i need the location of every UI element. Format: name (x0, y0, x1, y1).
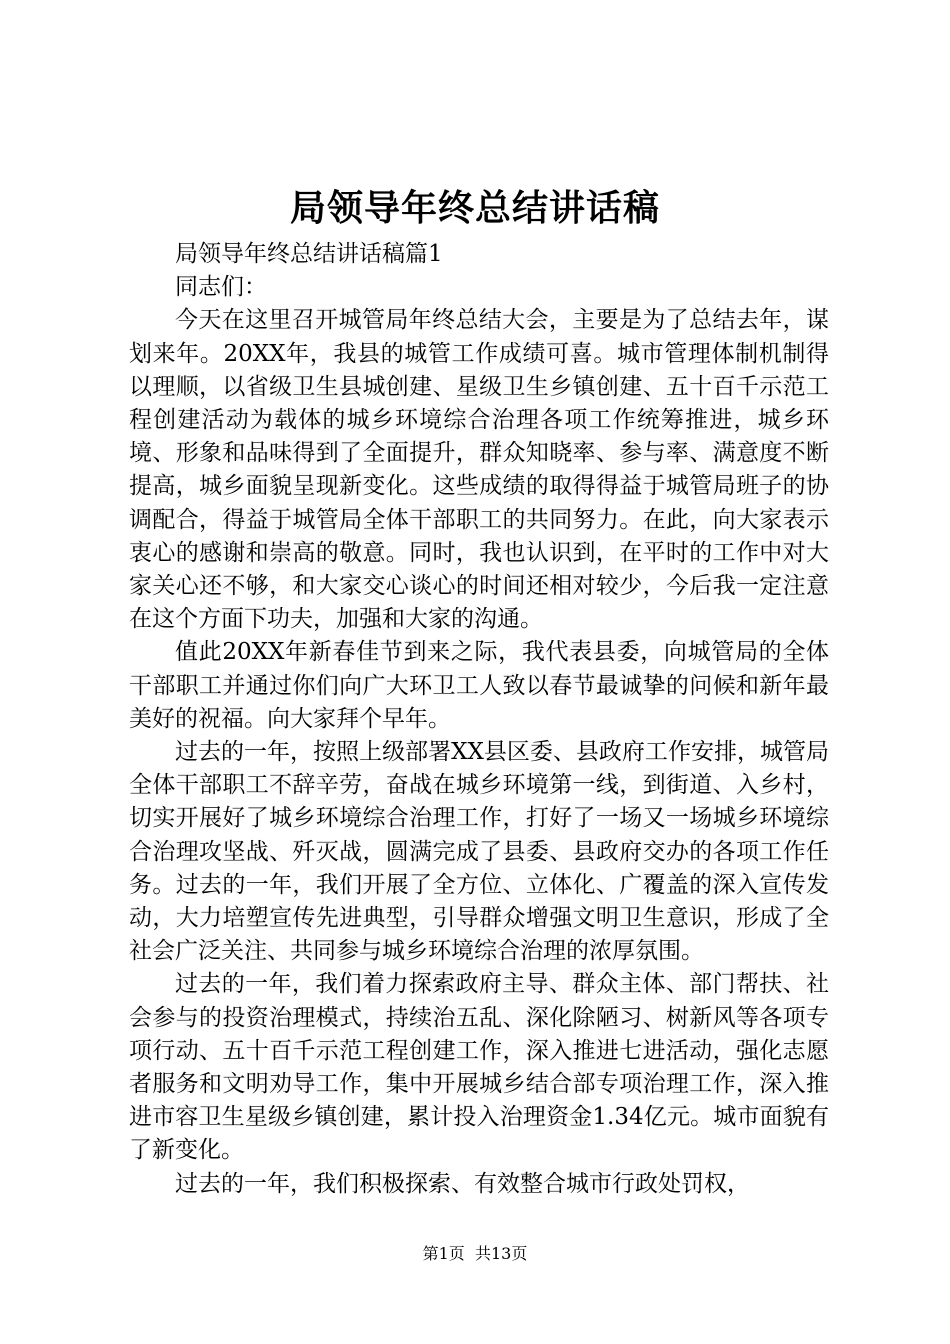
page-total: 共13页 (474, 1244, 528, 1263)
body-paragraph: 过去的一年，按照上级部署XX县区委、县政府工作安排，城管局全体干部职工不辞辛劳，奋战在城乡环境第一线，到街道、入乡村，切实开展好了城乡环境综合治理工作，打好了一场又一场城乡环境综合治理攻坚战、歼灭战，圆满完成了县委、县政府交办的各项工作任务。过去的一年，我们开展了全方位、立体化、广覆盖的深入宣传发动，大力培塑宣传先进典型，引导群众增强文明卫生意识，形成了全社会广泛关注、共同参与城乡环境综合治理的浓厚氛围。 (129, 739, 829, 965)
salutation: 同志们： (175, 274, 267, 301)
document-body (129, 238, 829, 1201)
body-paragraph: 过去的一年，我们积极探索、有效整合城市行政处罚权， (175, 1170, 750, 1197)
page-footer (0, 1243, 950, 1265)
section-heading: 局领导年终总结讲话稿篇1 (175, 241, 443, 267)
body-paragraph: 过去的一年，我们着力探索政府主导、群众主体、部门帮扶、社会参与的投资治理模式，持续治五乱、深化除陋习、树新风等各项专项行动、五十百千示范工程创建工作，深入推进七进活动，强化志愿者服务和文明劝导工作，集中开展城乡结合部专项治理工作，深入推进市容卫生星级乡镇创建，累计投入治理资金1.34亿元。城市面貌有了新变化。 (129, 971, 829, 1164)
document-title: 局领导年终总结讲话稿 (289, 187, 660, 229)
page-number: 第1页 (422, 1244, 465, 1263)
body-paragraph: 今天在这里召开城管局年终总结大会，主要是为了总结去年，谋划来年。20XX年，我县的城管工作成绩可喜。城市管理体制机制得以理顺，以省级卫生县城创建、星级卫生乡镇创建、五十百千示范工程创建活动为载体的城乡环境综合治理各项工作统筹推进，城乡环境、形象和品味得到了全面提升，群众知晓率、参与率、满意度不断提高，城乡面貌呈现新变化。这些成绩的取得得益于城管局班子的协调配合，得益于城管局全体干部职工的共同努力。在此，向大家表示衷心的感谢和崇高的敬意。同时，我也认识到，在平时的工作中对大家关心还不够，和大家交心谈心的时间还相对较少，今后我一定注意在这个方面下功夫，加强和大家的沟通。 (129, 307, 829, 633)
body-paragraph: 值此20XX年新春佳节到来之际，我代表县委，向城管局的全体干部职工并通过你们向广大环卫工人致以春节最诚挚的问候和新年最美好的祝福。向大家拜个早年。 (129, 639, 829, 732)
